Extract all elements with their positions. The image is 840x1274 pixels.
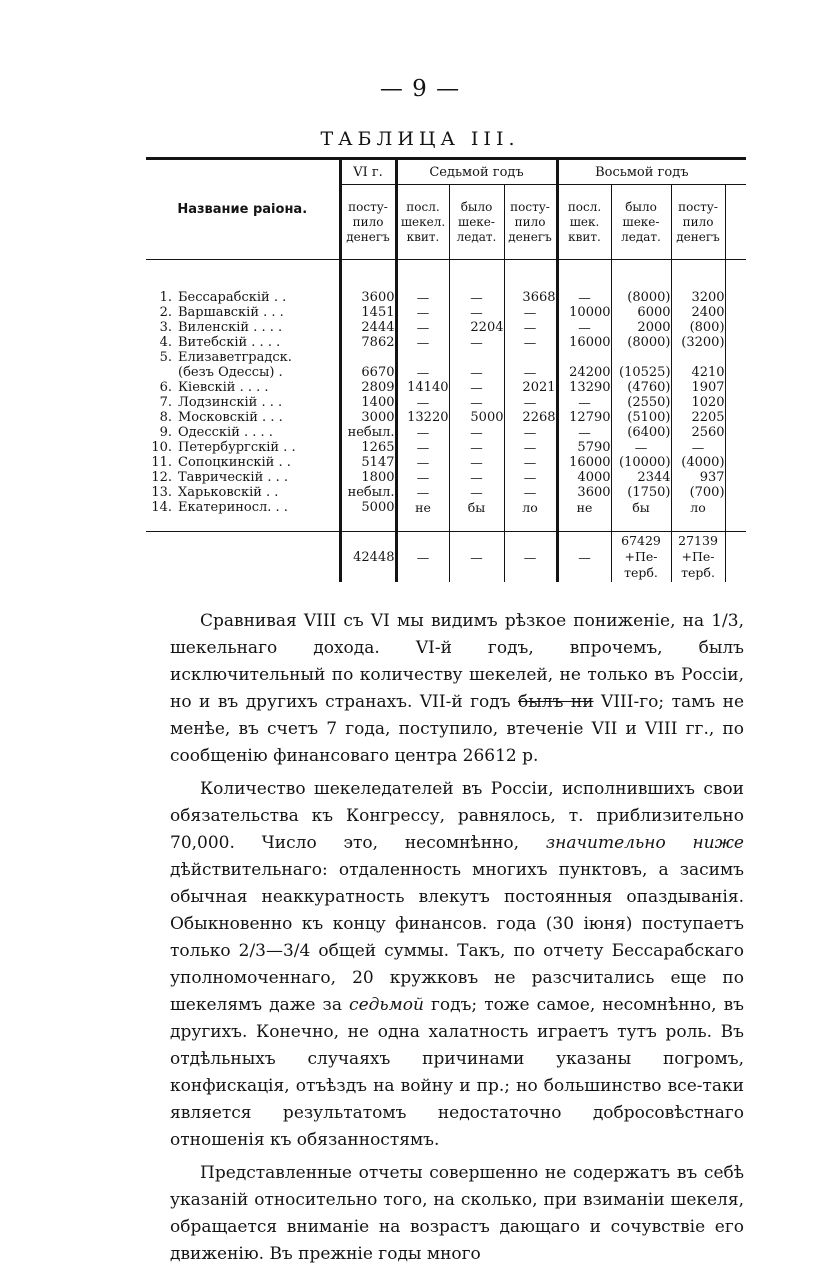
table-row: [146, 380, 746, 395]
district-label: Варшавскій . . .: [178, 305, 284, 320]
cell-s7-shek: —: [449, 395, 504, 410]
table-row: [146, 320, 746, 335]
row-edge: [725, 305, 746, 320]
cell-s7-kvit: 14140: [396, 380, 449, 395]
district-label: Таврическій . . .: [178, 470, 289, 485]
paragraph-2-part-c: годъ; тоже самое, несомнѣнно, въ другихъ. Конечно, не одна халатность играетъ тутъ роль. Въ отдѣльныхъ случаяхъ причинами указаны погромъ, конфискація, отъѣздъ на войну и пр.; но большинство все-таки является результатомъ недостаточно добросовѣстнаго отношенія къ обязанностямъ.: [170, 995, 744, 1150]
row-edge: [725, 290, 746, 305]
row-edge: [725, 320, 746, 335]
district-name: [146, 410, 340, 425]
district-name: [146, 500, 340, 532]
table-row: [146, 290, 746, 305]
cell-s7-money: —: [504, 440, 557, 455]
cell-vi: 3000: [340, 410, 396, 425]
cell-vi: 1800: [340, 470, 396, 485]
cell-s8-shek: бы: [611, 500, 671, 532]
cell-s8-money: 2400: [671, 305, 725, 320]
district-label: Кіевскій . . . .: [178, 380, 269, 395]
cell-vi: 5147: [340, 455, 396, 470]
subheader-s7-kvit: посл. шекел. квит.: [396, 185, 449, 260]
cell-s8-kvit: не: [557, 500, 611, 532]
table-body: [146, 260, 746, 532]
cell-s7-money: —: [504, 335, 557, 350]
cell-s8-money: 937: [671, 470, 725, 485]
italic-emphasis-2: седьмой: [349, 995, 424, 1015]
cell-s7-kvit: —: [396, 320, 449, 335]
district-label: Витебскій . . . .: [178, 335, 281, 350]
cell-s7-money: —: [504, 470, 557, 485]
cell-s8-money: (700): [671, 485, 725, 500]
cell-vi: 1400: [340, 395, 396, 410]
cell-s7-shek: —: [449, 425, 504, 440]
cell-s7-money: —: [504, 425, 557, 440]
cell-s8-kvit: —: [557, 425, 611, 440]
cell-s8-shek: (10525): [611, 365, 671, 380]
body-text: [170, 608, 744, 1274]
cell-s7-money: —: [504, 320, 557, 335]
cell-s8-kvit: 16000: [557, 335, 611, 350]
cell-s7-shek: —: [449, 290, 504, 305]
table-row: [146, 485, 746, 500]
cell-s7-money: —: [504, 365, 557, 380]
cell-s7-shek: [449, 350, 504, 365]
cell-vi: 2444: [340, 320, 396, 335]
group-header-seventh: Седьмой годъ: [396, 159, 557, 185]
district-label: Елизаветградск.: [178, 350, 292, 365]
cell-s7-kvit: —: [396, 455, 449, 470]
district-name: [146, 290, 340, 305]
cell-s7-shek: —: [449, 485, 504, 500]
cell-s7-money: [504, 350, 557, 365]
cell-s7-money: 2268: [504, 410, 557, 425]
table-row: [146, 455, 746, 470]
cell-s8-money: 2205: [671, 410, 725, 425]
subheader-s7-money: посту- пило денегъ: [504, 185, 557, 260]
cell-s7-shek: 5000: [449, 410, 504, 425]
district-name: [146, 395, 340, 410]
cell-vi: небыл.: [340, 485, 396, 500]
column-header-name: Название раіона.: [146, 159, 340, 260]
table-row: [146, 410, 746, 425]
subheader-edge: [725, 185, 746, 260]
district-name: [146, 380, 340, 395]
page-number: — 9 —: [379, 76, 461, 102]
district-label: (безъ Одессы) .: [178, 365, 283, 380]
subheader-s8-kvit: посл. шек. квит.: [557, 185, 611, 260]
cell-s7-shek: —: [449, 470, 504, 485]
row-edge: [725, 365, 746, 380]
district-label: Лодзинскій . . .: [178, 395, 283, 410]
district-label: Харьковскій . .: [178, 485, 279, 500]
cell-s7-kvit: —: [396, 425, 449, 440]
district-name: [146, 440, 340, 455]
cell-s8-money: (3200): [671, 335, 725, 350]
cell-s8-money: (800): [671, 320, 725, 335]
cell-s7-money: —: [504, 485, 557, 500]
cell-vi: 5000: [340, 500, 396, 532]
paragraph-2-part-b: дѣйствительнаго: отдаленность многихъ пунктовъ, а засимъ обычная неаккуратность влекутъ постоянныя опаздыванія. Обыкновенно къ концу финансов. года (30 іюня) поступаетъ только 2/3—3/4 общей суммы. Такъ, по отчету Бессарабскаго уполномоченнаго, 20 кружковъ не разсчитались еще по шекелямъ даже за: [170, 860, 744, 1015]
cell-s8-shek: (8000): [611, 290, 671, 305]
paragraph-2: [170, 776, 744, 1154]
district-name: [146, 455, 340, 470]
cell-s8-kvit: 24200: [557, 365, 611, 380]
cell-vi: 6670: [340, 365, 396, 380]
cell-s8-money: (4000): [671, 455, 725, 470]
row-edge: [725, 470, 746, 485]
table-title: ТАБЛИЦА III.: [320, 128, 520, 150]
totals-label: [146, 532, 340, 583]
table-row: [146, 425, 746, 440]
row-number: 5.: [159, 350, 172, 365]
table-row: [146, 305, 746, 320]
cell-s8-shek: 6000: [611, 305, 671, 320]
cell-s8-shek: (8000): [611, 335, 671, 350]
table-row: [146, 350, 746, 365]
cell-s8-kvit: 16000: [557, 455, 611, 470]
row-edge: [725, 380, 746, 395]
cell-s8-shek: (4760): [611, 380, 671, 395]
row-edge: [725, 395, 746, 410]
cell-s8-shek: [611, 350, 671, 365]
cell-s7-shek: —: [449, 440, 504, 455]
cell-s8-shek: 2344: [611, 470, 671, 485]
district-label: Екатериносл. . .: [178, 500, 288, 515]
cell-s8-shek: —: [611, 440, 671, 455]
row-edge: [725, 455, 746, 470]
row-number: 12.: [151, 470, 172, 485]
row-number: 1.: [159, 290, 172, 305]
paragraph-3: Представленные отчеты совершенно не содержатъ въ себѣ указаній относительно того, на сколько, при взиманіи шекеля, обращается вниманіе на возрастъ дающаго и сочувствіе его движенію. Въ прежніе годы много: [170, 1163, 744, 1264]
total-edge: [725, 532, 746, 583]
cell-s7-kvit: —: [396, 305, 449, 320]
cell-s8-kvit: 4000: [557, 470, 611, 485]
district-name: [146, 425, 340, 440]
subheader-vi-money: посту- пило денегъ: [340, 185, 396, 260]
table-row: [146, 470, 746, 485]
cell-s8-shek: (2550): [611, 395, 671, 410]
cell-s8-shek: (10000): [611, 455, 671, 470]
total-vi: 42448: [340, 532, 396, 583]
district-label: Московскій . . .: [178, 410, 283, 425]
total-s8-money: 27139 +Пе- терб.: [671, 532, 725, 583]
row-edge: [725, 500, 746, 532]
group-header-vi: VI г.: [340, 159, 396, 185]
row-number: 14.: [151, 500, 172, 515]
row-number: 3.: [159, 320, 172, 335]
paragraph-1: [170, 608, 744, 770]
cell-s7-shek: —: [449, 335, 504, 350]
cell-s8-shek: 2000: [611, 320, 671, 335]
row-edge: [725, 485, 746, 500]
row-number: 13.: [151, 485, 172, 500]
cell-s8-kvit: 13290: [557, 380, 611, 395]
total-s7-shek: —: [449, 532, 504, 583]
paragraph-1-part-a: Сравнивая VIII съ VI мы видимъ рѣзкое пониженіе, на 1/3, шекельнаго дохода. VI-й годъ, впрочемъ, былъ исключительный по количеству шекелей, не только въ Россіи, но и въ другихъ странахъ. VII-й годъ: [170, 611, 744, 712]
cell-s7-money: —: [504, 395, 557, 410]
totals-row: [146, 532, 746, 583]
cell-s7-money: —: [504, 305, 557, 320]
cell-vi: 2809: [340, 380, 396, 395]
row-edge: [725, 410, 746, 425]
cell-s7-kvit: —: [396, 365, 449, 380]
subheader-s8-shek: было шеке- ледат.: [611, 185, 671, 260]
cell-s7-money: —: [504, 455, 557, 470]
cell-s8-kvit: —: [557, 290, 611, 305]
cell-s7-shek: —: [449, 365, 504, 380]
subheader-s8-money: посту- пило денегъ: [671, 185, 725, 260]
cell-s7-kvit: [396, 350, 449, 365]
cell-s8-money: ло: [671, 500, 725, 532]
table-row: [146, 500, 746, 532]
row-edge: [725, 440, 746, 455]
district-name: [146, 350, 340, 365]
cell-s7-shek: —: [449, 380, 504, 395]
row-number: 7.: [159, 395, 172, 410]
district-name: [146, 305, 340, 320]
row-edge: [725, 350, 746, 365]
district-name: [146, 485, 340, 500]
row-number: 8.: [159, 410, 172, 425]
cell-s8-money: [671, 350, 725, 365]
cell-s7-money: ло: [504, 500, 557, 532]
cell-s8-kvit: 12790: [557, 410, 611, 425]
cell-s8-shek: (1750): [611, 485, 671, 500]
cell-s8-money: 4210: [671, 365, 725, 380]
row-number: 11.: [151, 455, 172, 470]
table-row: [146, 365, 746, 380]
italic-emphasis-1: значительно ниже: [545, 833, 744, 853]
cell-vi: небыл.: [340, 425, 396, 440]
cell-s7-money: 2021: [504, 380, 557, 395]
total-s7-kvit: —: [396, 532, 449, 583]
cell-s8-shek: (6400): [611, 425, 671, 440]
statistics-table: [146, 157, 746, 582]
row-number: 4.: [159, 335, 172, 350]
cell-s7-kvit: 13220: [396, 410, 449, 425]
cell-s7-shek: бы: [449, 500, 504, 532]
paragraph-2-part-a: Количество шекеледателей въ Россіи, исполнившихъ свои обязательства къ Конгрессу, равнялось, т. приблизительно 70,000. Число это, несомнѣнно,: [170, 779, 744, 853]
table-row: [146, 395, 746, 410]
district-name: [146, 470, 340, 485]
subheader-s7-shek: было шеке- ледат.: [449, 185, 504, 260]
district-label: Одесскій . . . .: [178, 425, 273, 440]
cell-s7-kvit: —: [396, 290, 449, 305]
row-edge: [725, 335, 746, 350]
cell-s8-kvit: —: [557, 395, 611, 410]
row-number: 9.: [159, 425, 172, 440]
row-edge: [725, 425, 746, 440]
group-header-eighth: Восьмой годъ: [557, 159, 725, 185]
cell-s8-money: 3200: [671, 290, 725, 305]
district-label: Виленскій . . . .: [178, 320, 283, 335]
table-row: [146, 440, 746, 455]
cell-vi: 1265: [340, 440, 396, 455]
cell-s8-kvit: 3600: [557, 485, 611, 500]
cell-s7-shek: 2204: [449, 320, 504, 335]
district-label: Бессарабскій . .: [178, 290, 287, 305]
row-number: 2.: [159, 305, 172, 320]
cell-vi: 3600: [340, 290, 396, 305]
cell-s7-money: 3668: [504, 290, 557, 305]
cell-s7-kvit: —: [396, 485, 449, 500]
total-s7-money: —: [504, 532, 557, 583]
header-edge: [725, 159, 746, 185]
row-number: 6.: [159, 380, 172, 395]
cell-s8-kvit: —: [557, 320, 611, 335]
cell-s7-shek: —: [449, 305, 504, 320]
cell-s7-kvit: не: [396, 500, 449, 532]
cell-s7-kvit: —: [396, 395, 449, 410]
paragraph-1-part-b: VIII-го; тамъ не менѣе, въ счетъ 7 года, поступило, втеченіе VII и VIII гг., по сообщенію финансоваго центра 26612 р.: [170, 692, 745, 766]
cell-s8-kvit: 10000: [557, 305, 611, 320]
cell-s8-money: 1907: [671, 380, 725, 395]
district-label: Петербургскій . .: [178, 440, 296, 455]
cell-vi: 1451: [340, 305, 396, 320]
district-name: [146, 335, 340, 350]
cell-s8-money: 2560: [671, 425, 725, 440]
district-label: Сопоцкинскій . .: [178, 455, 291, 470]
table-row: [146, 335, 746, 350]
row-number: 10.: [151, 440, 172, 455]
district-name: [146, 365, 340, 380]
cell-s8-money: —: [671, 440, 725, 455]
district-name: [146, 320, 340, 335]
cell-vi: [340, 350, 396, 365]
total-s8-kvit: —: [557, 532, 611, 583]
cell-s7-kvit: —: [396, 440, 449, 455]
cell-s7-shek: —: [449, 455, 504, 470]
cell-s8-kvit: [557, 350, 611, 365]
cell-s7-kvit: —: [396, 470, 449, 485]
cell-s8-kvit: 5790: [557, 440, 611, 455]
struck-text: былъ ни: [518, 692, 594, 712]
cell-s8-shek: (5100): [611, 410, 671, 425]
cell-s8-money: 1020: [671, 395, 725, 410]
total-s8-shek: 67429 +Пе- терб.: [611, 532, 671, 583]
cell-s7-kvit: —: [396, 335, 449, 350]
cell-vi: 7862: [340, 335, 396, 350]
